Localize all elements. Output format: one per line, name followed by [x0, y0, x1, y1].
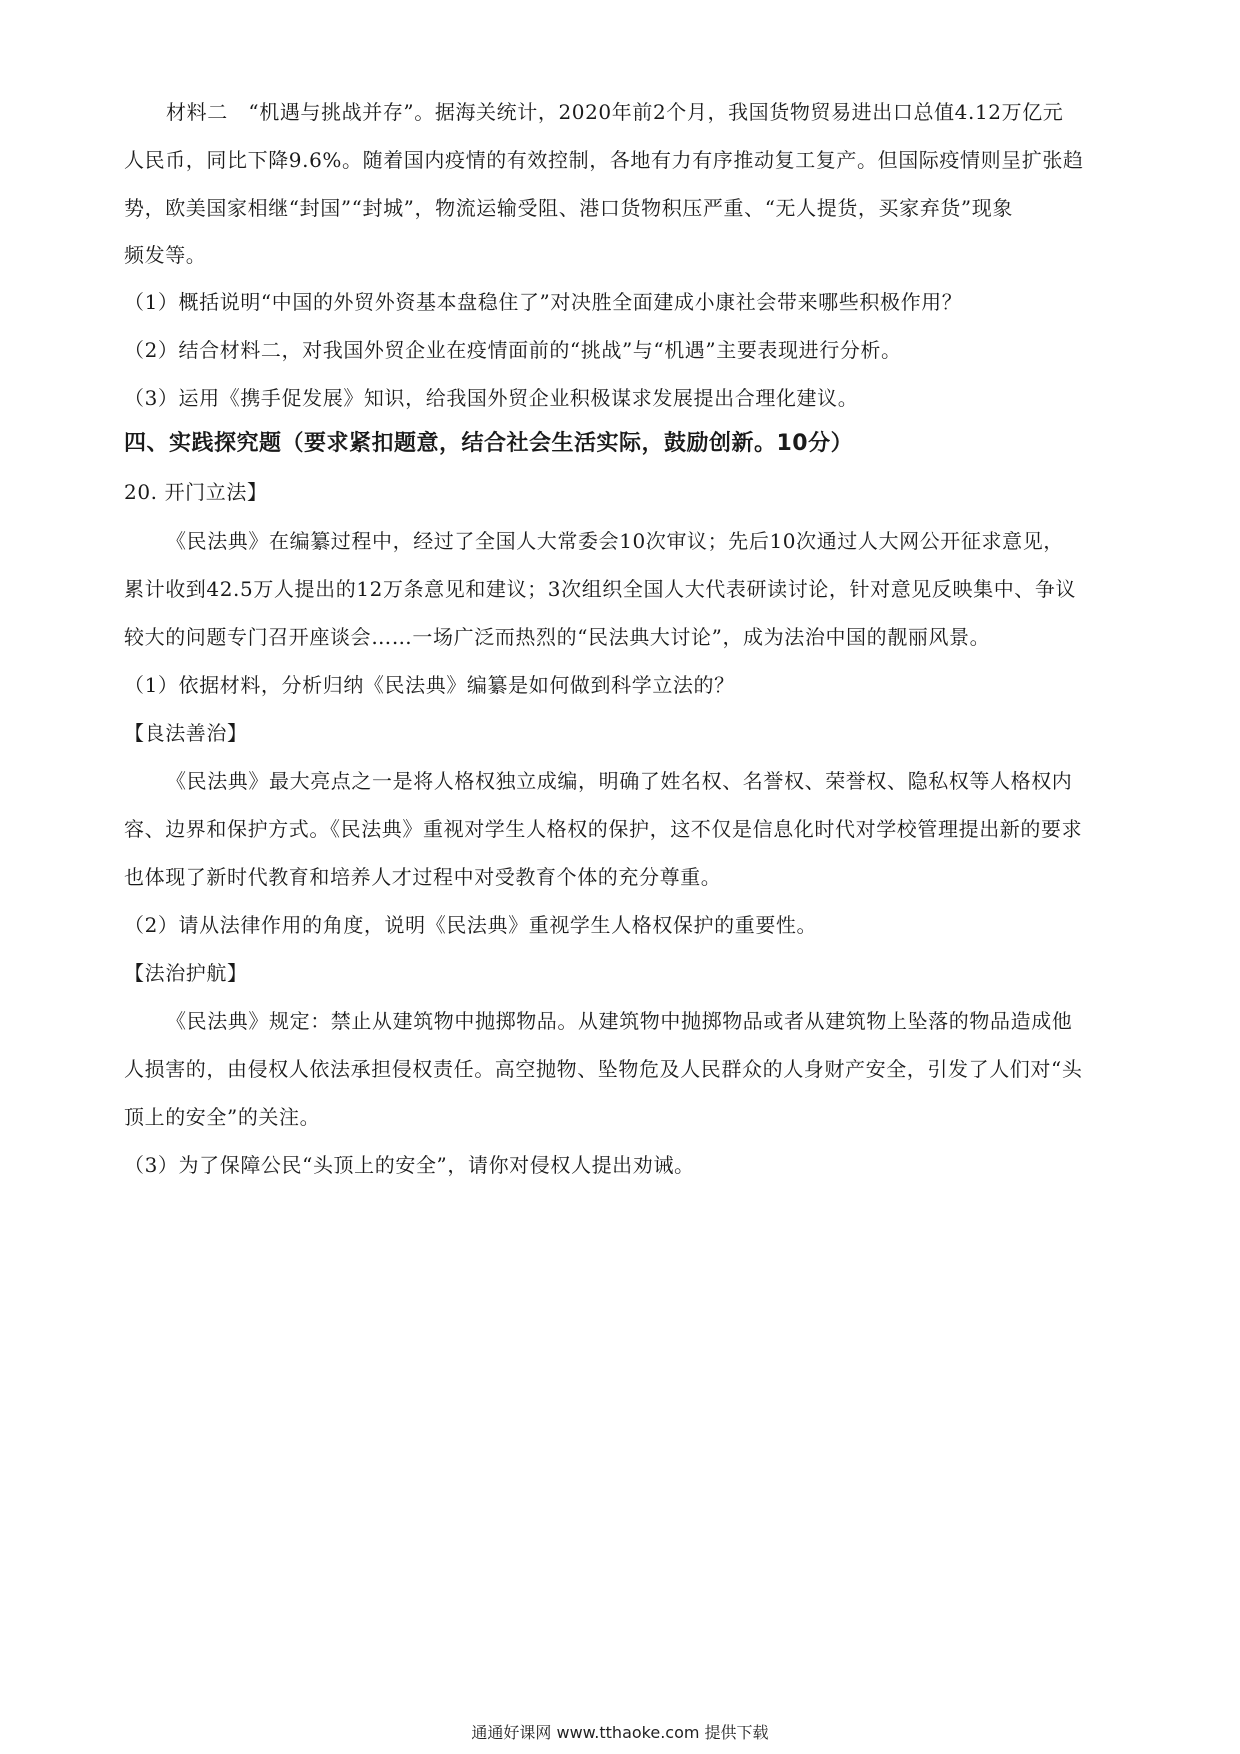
question-20-heading: 20. 开门立法】 [124, 480, 268, 504]
passage-2-line-3: 也体现了新时代教育和培养人才过程中对受教育个体的充分尊重。 [124, 865, 722, 889]
question-19-1: （1）概括说明“中国的外贸外资基本盘稳住了”对决胜全面建成小康社会带来哪些积极作用？ [124, 290, 963, 314]
passage-2-line-1: 《民法典》最大亮点之一是将人格权独立成编，明确了姓名权、名誉权、荣誉权、隐私权等人格权内 [166, 769, 1073, 793]
passage-3-line-1: 《民法典》规定：禁止从建筑物中抛掷物品。从建筑物中抛掷物品或者从建筑物上坠落的物品造成他 [166, 1009, 1073, 1033]
passage-1-line-3: 较大的问题专门召开座谈会……一场广泛而热烈的“民法典大讨论”，成为法治中国的靓丽风景。 [124, 625, 991, 649]
question-20-1: （1）依据材料，分析归纳《民法典》编纂是如何做到科学立法的？ [124, 673, 735, 697]
passage-3-line-3: 顶上的安全”的关注。 [124, 1105, 321, 1129]
passage-2-line-2: 容、边界和保护方式。《民法典》重视对学生人格权的保护，这不仅是信息化时代对学校管理提出新的要求 [124, 817, 1083, 841]
material2-line-4: 频发等。 [124, 243, 207, 267]
passage-1-line-2: 累计收到42.5万人提出的12万条意见和建议；3次组织全国人大代表研读讨论，针对意见反映集中、争议 [124, 577, 1077, 601]
subheading-liangfa-shanzhi: 【良法善治】 [124, 721, 248, 745]
material2-line-2: 人民币，同比下降9.6%。随着国内疫情的有效控制，各地有力有序推动复工复产。但国际疫情则呈扩张趋 [124, 148, 1084, 172]
question-19-2: （2）结合材料二，对我国外贸企业在疫情面前的“挑战”与“机遇”主要表现进行分析。 [124, 338, 902, 362]
passage-1-line-1: 《民法典》在编纂过程中，经过了全国人大常委会10次审议；先后10次通过人大网公开征求意见， [166, 529, 1064, 553]
passage-3-line-2: 人损害的，由侵权人依法承担侵权责任。高空抛物、坠物危及人民群众的人身财产安全，引发了人们对“头 [124, 1057, 1083, 1081]
question-20-2: （2）请从法律作用的角度，说明《民法典》重视学生人格权保护的重要性。 [124, 913, 818, 937]
question-20-3: （3）为了保障公民“头顶上的安全”，请你对侵权人提出劝诫。 [124, 1153, 695, 1177]
section-4-title: 四、实践探究题（要求紧扣题意，结合社会生活实际，鼓励创新。10分） [124, 431, 854, 456]
question-19-3: （3）运用《携手促发展》知识，给我国外贸企业积极谋求发展提出合理化建议。 [124, 386, 859, 410]
footer-source: 通通好课网 www.tthaoke.com 提供下载 [471, 1723, 769, 1742]
subheading-fazhi-huhang: 【法治护航】 [124, 961, 248, 985]
material2-line-3: 势，欧美国家相继“封国”“封城”，物流运输受阻、港口货物积压严重、“无人提货，买家弃货”现象 [124, 196, 1013, 220]
material2-line-1: 材料二 “机遇与挑战并存”。据海关统计，2020年前2个月，我国货物贸易进出口总值4.12万亿元 [166, 100, 1064, 124]
